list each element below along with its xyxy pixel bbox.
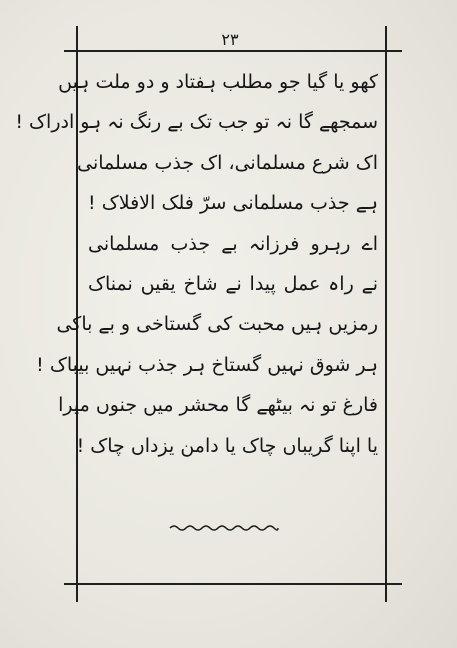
verse-block	[15, 62, 378, 466]
verse-line: ہر شوق نہیں گستاخ ہر جذب نہیں بیباک !	[36, 353, 378, 376]
verse-line: فارغ تو نہ بیٹھے گا محشر میں جنوں میرا	[58, 394, 378, 417]
bottom-border-rule	[64, 583, 402, 585]
verse-line: اے رہرو فرزانہ بے جذب مسلمانی	[88, 232, 378, 255]
page-number: ۲۳	[221, 30, 239, 49]
verse-line: نے راہ عمل پیدا نے شاخ یقیں نمناک	[88, 272, 378, 295]
top-border-rule	[64, 50, 402, 52]
wavy-ornament-divider	[168, 522, 280, 534]
verse-line: سمجھے گا نہ تو جب تک بے رنگ نہ ہو ادراک !	[15, 111, 378, 134]
verse-line: یا اپنا گریباں چاک یا دامن یزداں چاک !	[76, 434, 378, 457]
right-border-rule	[385, 26, 387, 602]
verse-line: اک شرع مسلمانی، اک جذب مسلمانی	[77, 151, 378, 174]
verse-line: کھو یا گیا جو مطلب ہفتاد و دو ملت ہیں	[58, 71, 378, 93]
verse-line: رمزیں ہیں محبت کی گستاخی و بے باکی	[56, 313, 378, 336]
verse-line: ہے جذب مسلمانی سرّ فلک الافلاک !	[88, 192, 378, 215]
